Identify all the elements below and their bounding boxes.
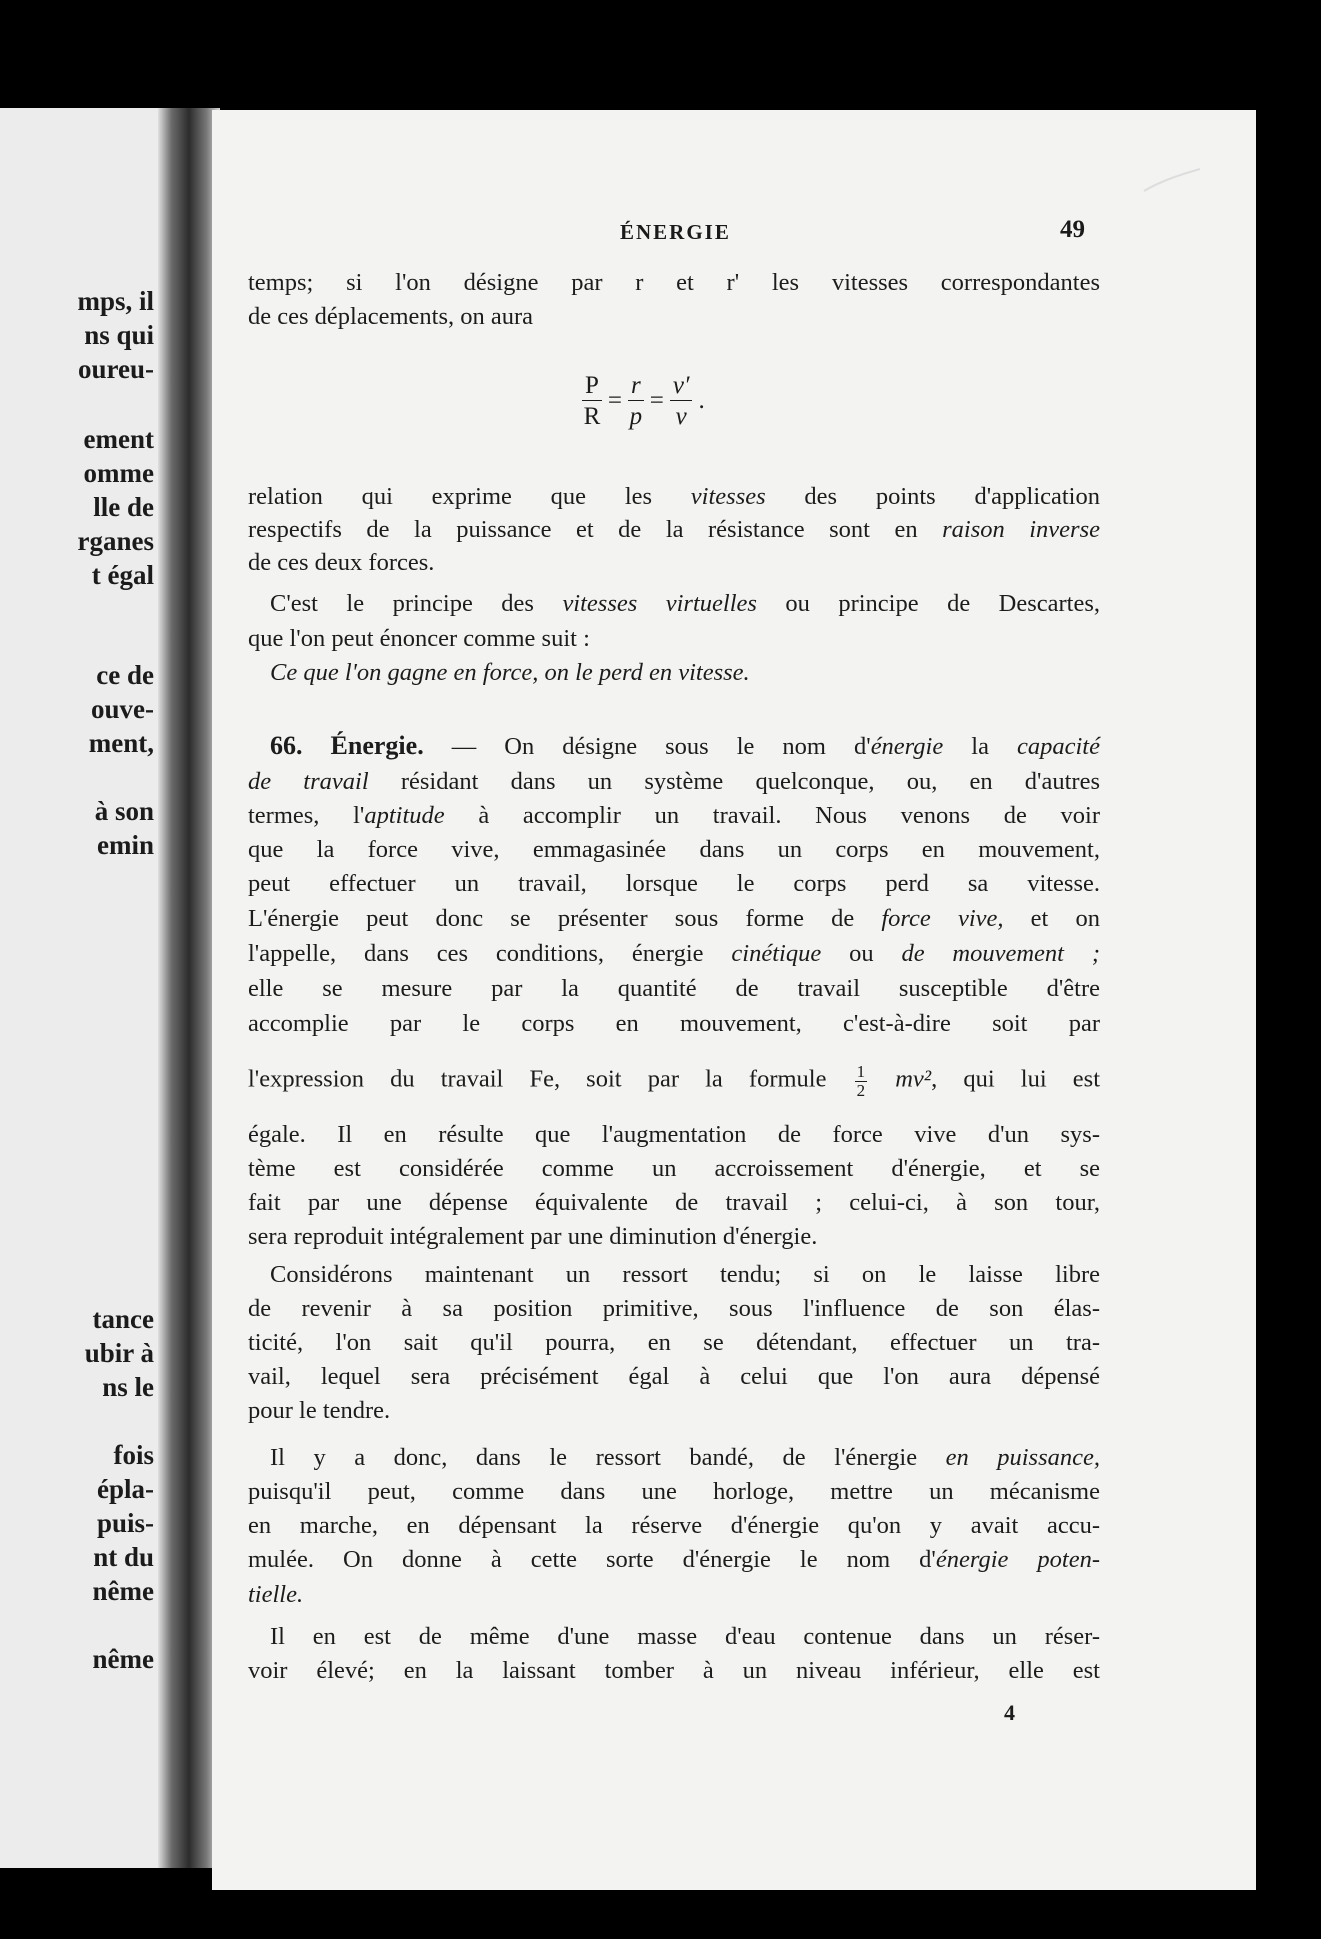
text-line: Considérons maintenant un ressort tendu; si on le laisse libre <box>270 1261 1100 1288</box>
left-line: fois <box>113 1440 154 1470</box>
denominator: R <box>583 403 601 430</box>
section-heading-line: 66. Énergie. — On désigne sous le nom d'énergie la capacité <box>270 731 1100 760</box>
text-line: sera reproduit intégralement par une diminution d'énergie. <box>248 1223 818 1250</box>
text-line: C'est le principe des vitesses virtuelles ou principe de Descartes, <box>270 590 1101 617</box>
text-line: peut effectuer un travail, lorsque le corps perd sa vitesse. <box>248 870 1100 897</box>
left-line: omme <box>83 458 154 488</box>
text-line: mulée. On donne à cette sorte d'énergie le nom d'énergie poten- <box>248 1546 1100 1573</box>
left-line: rganes <box>77 526 154 556</box>
text-line: temps; si l'on désigne par r et r' les vitesses correspondantes <box>248 269 1100 296</box>
text-line: en marche, en dépensant la réserve d'énergie qu'on y avait accu- <box>248 1512 1100 1539</box>
text-line: que la force vive, emmagasinée dans un corps en mouvement, <box>248 836 1100 863</box>
text-line: respectifs de la puissance et de la résistance sont en raison inverse <box>248 516 1100 543</box>
left-line: ce de <box>96 660 154 690</box>
left-line: emin <box>97 830 154 860</box>
left-line: ns le <box>102 1372 154 1402</box>
fraction <box>628 373 644 429</box>
period: . <box>698 387 705 414</box>
left-line: t égal <box>91 560 154 590</box>
left-line: ouve- <box>91 694 154 724</box>
text-line: voir élevé; en la laissant tomber à un niveau inférieur, elle est <box>248 1657 1100 1684</box>
left-line: lle de <box>93 492 154 522</box>
denominator: p <box>629 403 643 430</box>
page-number: 49 <box>1060 216 1085 243</box>
left-line: oureu- <box>77 354 154 384</box>
text-line: l'appelle, dans ces conditions, énergie cinétique ou de mouvement ; <box>248 940 1101 967</box>
pen-mark <box>1142 165 1202 195</box>
text-line: L'énergie peut donc se présenter sous forme de force vive, et on <box>248 905 1100 932</box>
left-line: ment, <box>88 728 154 758</box>
text-line: de ces deux forces. <box>248 549 435 576</box>
text-line: Il en est de même d'une masse d'eau contenue dans un réser- <box>270 1623 1100 1650</box>
fraction <box>582 373 602 429</box>
numerator: r <box>628 373 644 401</box>
text-line: tème est considérée comme un accroissement d'énergie, et se <box>248 1155 1100 1182</box>
text-line: tielle. <box>248 1581 304 1608</box>
left-line: nême <box>92 1644 154 1674</box>
numerator: v′ <box>670 373 693 401</box>
text-line: fait par une dépense équivalente de travail ; celui-ci, à son tour, <box>248 1189 1100 1216</box>
left-line: tance <box>92 1304 154 1334</box>
fraction-one-half: $\frac{1}{2}$ <box>856 1062 866 1100</box>
equals-sign: = <box>607 387 623 414</box>
left-line: à son <box>94 796 154 826</box>
text-line: relation qui exprime que les vitesses des points d'application <box>248 483 1100 510</box>
text-line: que l'on peut énoncer comme suit : <box>248 625 590 652</box>
left-line: épla- <box>97 1474 154 1504</box>
formula-ratio <box>582 373 705 429</box>
equals-sign: = <box>649 387 664 414</box>
text-line: de revenir à sa position primitive, sous l'influence de son élas- <box>248 1295 1100 1322</box>
text-line: l'expression du travail Fe, soit par la formule $\frac{1}{2}$ mv², qui lui est <box>248 1062 1101 1100</box>
text-line: Il y a donc, dans le ressort bandé, de l'énergie en puissance, <box>270 1444 1100 1471</box>
left-line: nt du <box>93 1542 154 1572</box>
text-line: puisqu'il peut, comme dans une horloge, mettre un mécanisme <box>248 1478 1100 1505</box>
numerator: P <box>582 373 602 401</box>
text-line: elle se mesure par la quantité de travail susceptible d'être <box>248 975 1100 1002</box>
running-head: ÉNERGIE <box>620 220 731 244</box>
text-line: égale. Il en résulte que l'augmentation de force vive d'un sys- <box>248 1121 1100 1148</box>
left-line: nême <box>92 1576 154 1606</box>
text-line: termes, l'aptitude à accomplir un travail. Nous venons de voir <box>248 802 1100 829</box>
fraction <box>670 373 693 429</box>
left-line: ns qui <box>84 320 154 350</box>
left-line: ubir à <box>84 1338 154 1368</box>
left-line: mps, il <box>77 286 154 316</box>
left-line: puis- <box>96 1508 154 1538</box>
book-gutter <box>158 108 220 1868</box>
text-line: de travail résidant dans un système quelconque, ou, en d'autres <box>248 768 1100 795</box>
text-line: pour le tendre. <box>248 1397 391 1424</box>
text-line: de ces déplacements, on aura <box>248 303 534 330</box>
text-line: vail, lequel sera précisément égal à celui que l'on aura dépensé <box>248 1363 1100 1390</box>
left-page-fragment <box>0 108 158 1868</box>
denominator: v <box>675 403 687 430</box>
text-line: ticité, l'on sait qu'il pourra, en se détendant, effectuer un tra- <box>248 1329 1100 1356</box>
signature-mark: 4 <box>1004 1700 1015 1725</box>
left-line: ement <box>83 424 154 454</box>
text-line: accomplie par le corps en mouvement, c'est-à-dire soit par <box>248 1010 1100 1037</box>
quote-line: Ce que l'on gagne en force, on le perd en vitesse. <box>270 659 750 686</box>
